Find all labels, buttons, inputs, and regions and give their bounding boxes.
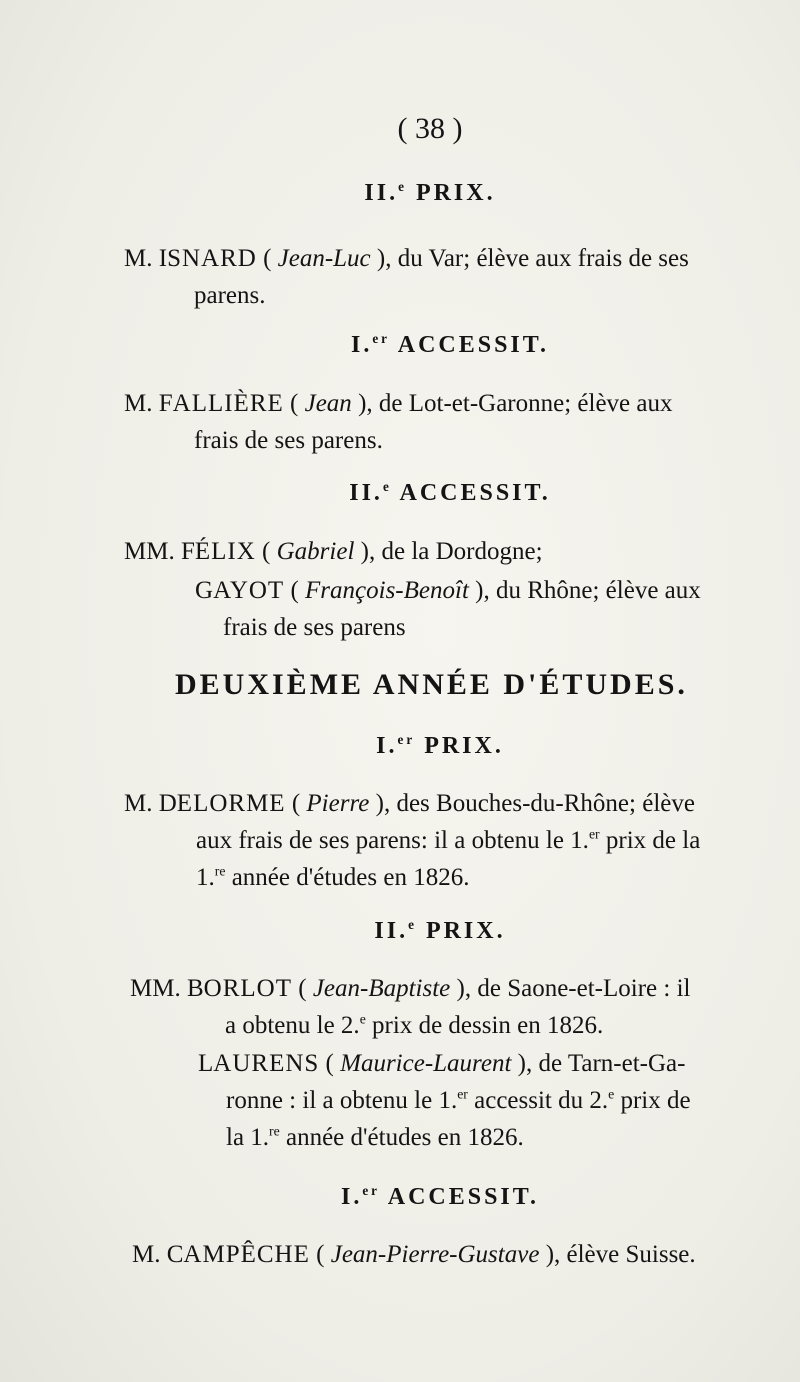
section-heading-1st-prize: I.$^{er}$ PRIX. — [376, 731, 504, 759]
section-heading-1st-accessit-b: I.$^{er}$ ACCESSIT. — [340, 1182, 539, 1210]
section-heading-2nd-prize: II.$^e$ PRIX. — [364, 178, 496, 206]
section-heading-2nd-prize-b: II.$^e$ PRIX. — [374, 916, 506, 944]
section-heading-1st-accessit: I.$^{er}$ ACCESSIT. — [350, 330, 549, 358]
year-title: DEUXIÈME ANNÉE D'ÉTUDES. — [175, 668, 688, 701]
entry-felix: MM. FÉLIX ( Gabriel ), de la Dordogne; — [124, 538, 543, 565]
entry-isnard: M. ISNARD ( Jean-Luc ), du Var; élève aux frais de ses parens. — [124, 245, 689, 309]
entry-borlot: MM. BORLOT ( Jean-Baptiste ), de Saone-et-Loire : il a obtenu le 2.$^e$ prix de dessin en 1826. — [130, 975, 691, 1039]
entry-gayot: GAYOT ( François-Benoît ), du Rhône; élève aux frais de ses parens — [195, 577, 701, 641]
entry-campeche: M. CAMPÊCHE ( Jean-Pierre-Gustave ), élève Suisse. — [132, 1241, 696, 1268]
section-heading-2nd-accessit: II.$^e$ ACCESSIT. — [349, 478, 551, 506]
entry-laurens: LAURENS ( Maurice-Laurent ), de Tarn-et-Ga- ronne : il a obtenu le 1.$^{er}$ accessit du 2.$^e$ prix de la 1.$^{re}$ année d'études en 1826. — [198, 1050, 691, 1151]
entry-delorme: M. DELORME ( Pierre ), des Bouches-du-Rhône; élève aux frais de ses parens: il a obtenu le 1.$^{er}$ prix de la 1.$^{re}$ année d'études en 1826. — [124, 790, 701, 891]
entry-falliere: M. FALLIÈRE ( Jean ), de Lot-et-Garonne; élève aux frais de ses parens. — [124, 390, 673, 454]
page-number: ( 38 ) — [397, 112, 463, 145]
